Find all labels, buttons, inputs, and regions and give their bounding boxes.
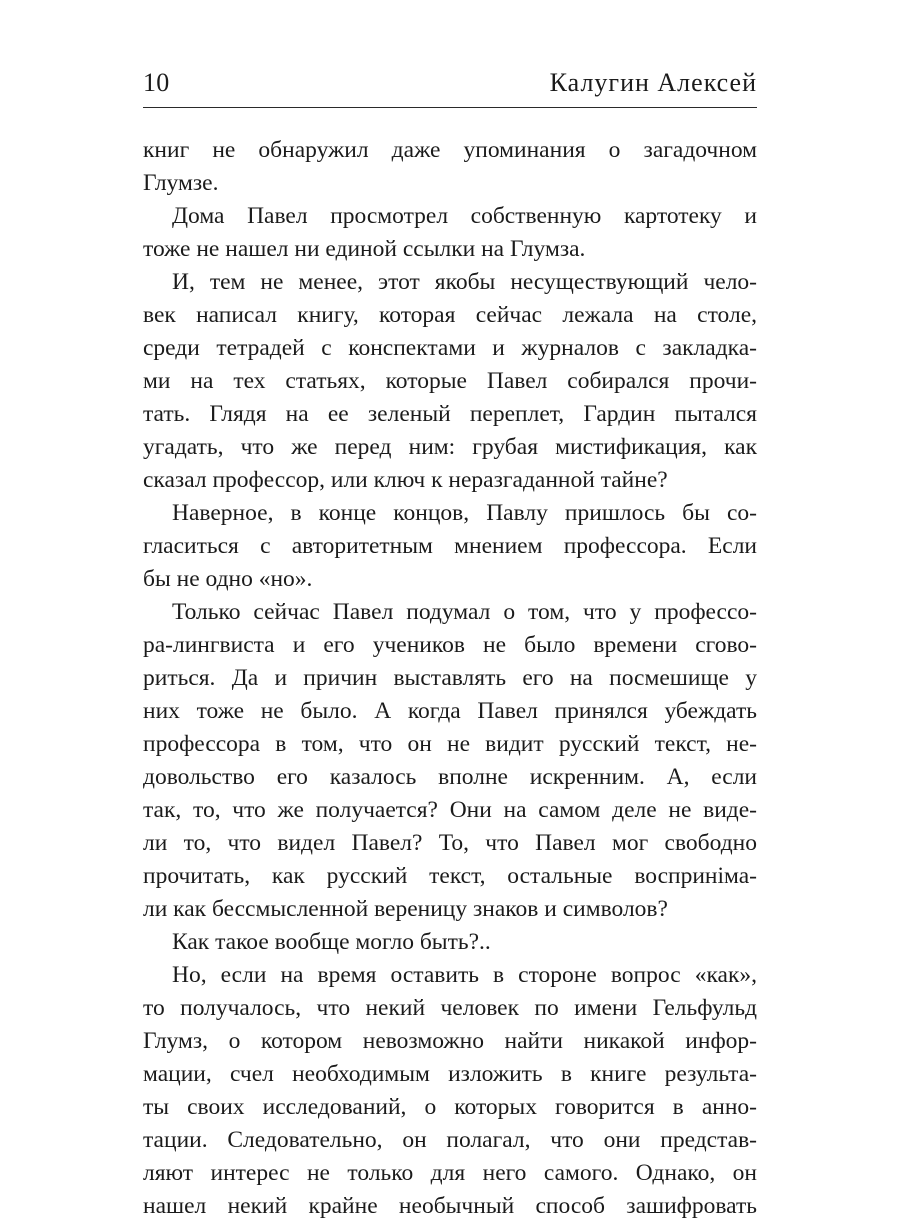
text-line: Дома Павел просмотрел собственную картотеку и (172, 203, 757, 229)
text-line: Глумз, о котором невозможно найти никакой инфор- (143, 1028, 757, 1054)
text-line: гласиться с авторитетным мнением профессора. Если (143, 533, 757, 559)
text-line: И, тем не менее, этот якобы несуществующий чело- (172, 269, 757, 295)
text-line: ра-лингвиста и его учеников не было времени сгово- (143, 632, 757, 658)
text-line: ли то, что видел Павел? То, что Павел мог свободно (143, 830, 757, 856)
header-rule (143, 107, 757, 108)
text-line: ми на тех статьях, которые Павел собирался прочи- (143, 368, 757, 394)
text-line: профессора в том, что он не видит русский текст, не- (143, 731, 757, 757)
text-line: Но, если на время оставить в стороне вопрос «как», (172, 962, 757, 988)
text-line: риться. Да и причин выставлять его на посмешище у (143, 665, 757, 691)
text-line: них тоже не было. А когда Павел принялся убеждать (143, 698, 757, 724)
text-line: Наверное, в конце концов, Павлу пришлось бы со- (172, 500, 757, 526)
running-head (143, 64, 757, 102)
text-line: ты своих исследований, о которых говорится в анно- (143, 1094, 757, 1120)
text-line: Глумзе. (143, 170, 219, 196)
text-line: то получалось, что некий человек по имени Гельфульд (143, 995, 757, 1021)
text-line: нашел некий крайне необычный способ зашифровать (143, 1193, 757, 1219)
book-page (143, 64, 757, 1219)
text-line: среди тетрадей с конспектами и журналов с закладка- (143, 335, 757, 361)
text-line: тать. Глядя на ее зеленый переплет, Гардин пытался (143, 401, 757, 427)
text-line: тоже не нашел ни единой ссылки на Глумза. (143, 236, 586, 262)
text-line: век написал книгу, которая сейчас лежала на столе, (143, 302, 757, 328)
text-line: прочитать, как русский текст, остальные восприніма- (143, 863, 757, 889)
text-line: мации, счел необходимым изложить в книге результа- (143, 1061, 757, 1087)
text-line: бы не одно «но». (143, 566, 313, 592)
text-line: Только сейчас Павел подумал о том, что у профессо- (172, 599, 757, 625)
body-text (143, 134, 757, 1223)
text-line: Как такое вообще могло быть?.. (172, 929, 491, 955)
text-line: книг не обнаружил даже упоминания о загадочном (143, 137, 757, 163)
text-line: сказал профессор, или ключ к неразгаданной тайне? (143, 467, 668, 493)
text-line: ли как бессмысленной вереницу знаков и символов? (143, 896, 668, 922)
text-line: так, то, что же получается? Они на самом деле не виде- (143, 797, 757, 823)
text-line: угадать, что же перед ним: грубая мистификация, как (143, 434, 757, 460)
text-line: тации. Следовательно, он полагал, что они представ- (143, 1127, 757, 1153)
running-title: Калугин Алексей (549, 68, 757, 97)
page-number: 10 (143, 68, 170, 97)
text-line: довольство его казалось вполне искренним. А, если (143, 764, 757, 790)
text-line: ляют интерес не только для него самого. Однако, он (143, 1160, 757, 1186)
